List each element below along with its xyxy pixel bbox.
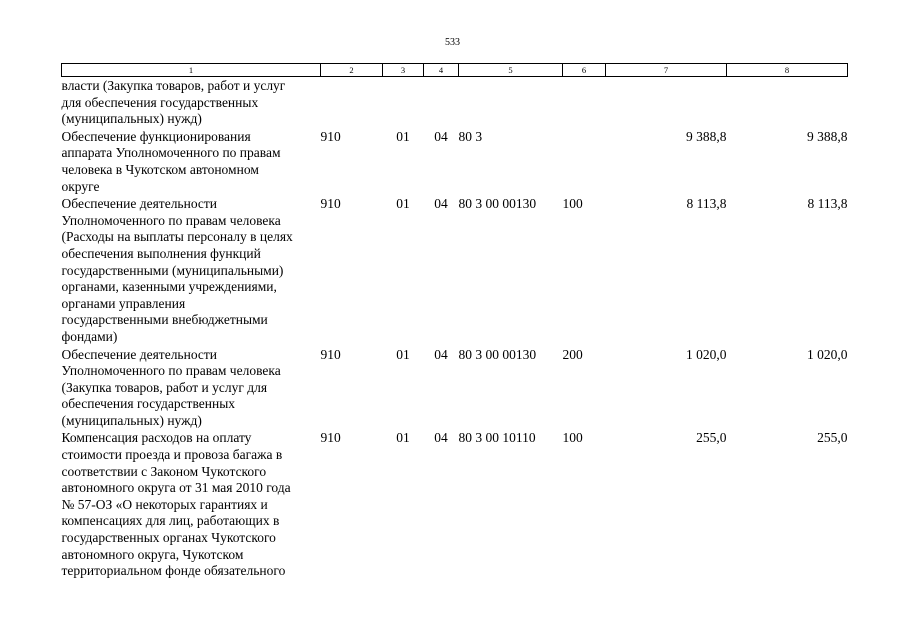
- amount-col7: [606, 77, 727, 128]
- expense-name-line: (муниципальных) нужд): [61, 111, 202, 127]
- expense-name-line: (Закупка товаров, работ и услуг для: [61, 379, 268, 395]
- section-code: [383, 77, 424, 128]
- ministry-code: [321, 77, 383, 128]
- column-header: 5: [459, 64, 563, 77]
- expense-name-line: стоимости проезда и провоза багажа в: [61, 447, 283, 463]
- section-code: 01: [396, 128, 410, 144]
- table-row: [62, 429, 848, 579]
- expense-type-code: [563, 128, 606, 195]
- column-header: 1: [62, 64, 321, 77]
- amount-col7: 255,0: [696, 430, 727, 446]
- expense-name-line: соответствии с Законом Чукотского: [61, 463, 267, 479]
- column-header: 6: [563, 64, 606, 77]
- expense-name-line: для обеспечения государственных: [61, 94, 259, 110]
- section-code: 01: [396, 346, 410, 362]
- expense-name-line: власти (Закупка товаров, работ и услуг: [61, 78, 286, 93]
- section-code: 01: [396, 430, 410, 446]
- amount-col8: 9 388,8: [807, 128, 848, 144]
- expense-name: [62, 128, 321, 195]
- expense-name: [62, 77, 321, 128]
- target-article-code: [459, 77, 563, 128]
- target-article-code: 80 3 00 10110: [458, 430, 536, 446]
- ministry-code: 910: [320, 430, 341, 446]
- column-header: 3: [383, 64, 424, 77]
- table-row: [62, 195, 848, 345]
- target-article-code: 80 3: [458, 128, 483, 144]
- expense-name-line: автономного округа от 31 мая 2010 года: [61, 480, 291, 496]
- amount-col7: 1 020,0: [686, 346, 727, 362]
- expense-name: [62, 195, 321, 345]
- table-row: [62, 77, 848, 128]
- target-article-code: 80 3 00 00130: [458, 196, 537, 212]
- expense-name-line: фондами): [61, 328, 118, 344]
- expense-name-line: органами управления: [61, 295, 186, 311]
- amount-col8: 255,0: [817, 430, 848, 446]
- expense-name-line: Обеспечение деятельности: [61, 346, 218, 362]
- expense-name-line: (муниципальных) нужд): [61, 412, 202, 428]
- expense-name-line: обеспечения выполнения функций: [61, 245, 261, 261]
- expense-name: [62, 429, 321, 579]
- expense-type-code: 200: [562, 346, 583, 362]
- ministry-code: 910: [320, 128, 341, 144]
- expense-type-code: 100: [562, 196, 583, 212]
- ministry-code: 910: [320, 196, 341, 212]
- column-header: 4: [424, 64, 459, 77]
- expense-name-line: Уполномоченного по правам человека: [61, 363, 281, 379]
- subsection-code: 04: [434, 346, 448, 362]
- amount-col7: 8 113,8: [686, 196, 727, 212]
- expense-name-line: государственных органах Чукотского: [61, 530, 276, 546]
- target-article-code: 80 3 00 00130: [458, 346, 537, 362]
- amount-col8: 1 020,0: [807, 346, 848, 362]
- subsection-code: [424, 77, 459, 128]
- subsection-code: 04: [434, 430, 448, 446]
- expense-name-line: государственными внебюджетными: [61, 312, 268, 328]
- expense-name-line: № 57-ОЗ «О некоторых гарантиях и: [61, 496, 268, 512]
- ministry-code: 910: [320, 346, 341, 362]
- expense-name-line: округе: [61, 178, 100, 194]
- expense-name-line: органами, казенными учреждениями,: [61, 279, 277, 295]
- column-header: 2: [321, 64, 383, 77]
- column-header: 8: [727, 64, 848, 77]
- page-number: 533: [445, 37, 460, 48]
- expense-type-code: [563, 77, 606, 128]
- expense-name-line: Компенсация расходов на оплату: [61, 430, 252, 446]
- expense-name-line: Обеспечение деятельности: [61, 196, 218, 212]
- column-number-row: [62, 64, 848, 77]
- subsection-code: 04: [434, 196, 448, 212]
- subsection-code: 04: [434, 128, 448, 144]
- expense-name-line: территориальном фонде обязательного: [61, 563, 286, 579]
- column-header: 7: [606, 64, 727, 77]
- amount-col8: 8 113,8: [807, 196, 848, 212]
- expense-name-line: обеспечения государственных: [61, 396, 236, 412]
- expense-name-line: автономного округа, Чукотском: [61, 546, 244, 562]
- expense-type-code: 100: [562, 430, 583, 446]
- expense-name: [62, 346, 321, 430]
- expense-name-line: компенсациях для лиц, работающих в: [61, 513, 280, 529]
- section-code: 01: [396, 196, 410, 212]
- expense-name-line: (Расходы на выплаты персоналу в целях: [61, 229, 293, 245]
- budget-table: [61, 63, 848, 580]
- expense-name-line: человека в Чукотском автономном: [61, 161, 259, 177]
- expense-name-line: Уполномоченного по правам человека: [61, 212, 281, 228]
- expense-name-line: аппарата Уполномоченного по правам: [61, 145, 281, 161]
- expense-name-line: государственными (муниципальными): [61, 262, 284, 278]
- expense-name-line: Обеспечение функционирования: [61, 128, 251, 144]
- amount-col7: 9 388,8: [686, 128, 727, 144]
- amount-col8: [727, 77, 848, 128]
- table-row: [62, 346, 848, 430]
- table-row: [62, 128, 848, 195]
